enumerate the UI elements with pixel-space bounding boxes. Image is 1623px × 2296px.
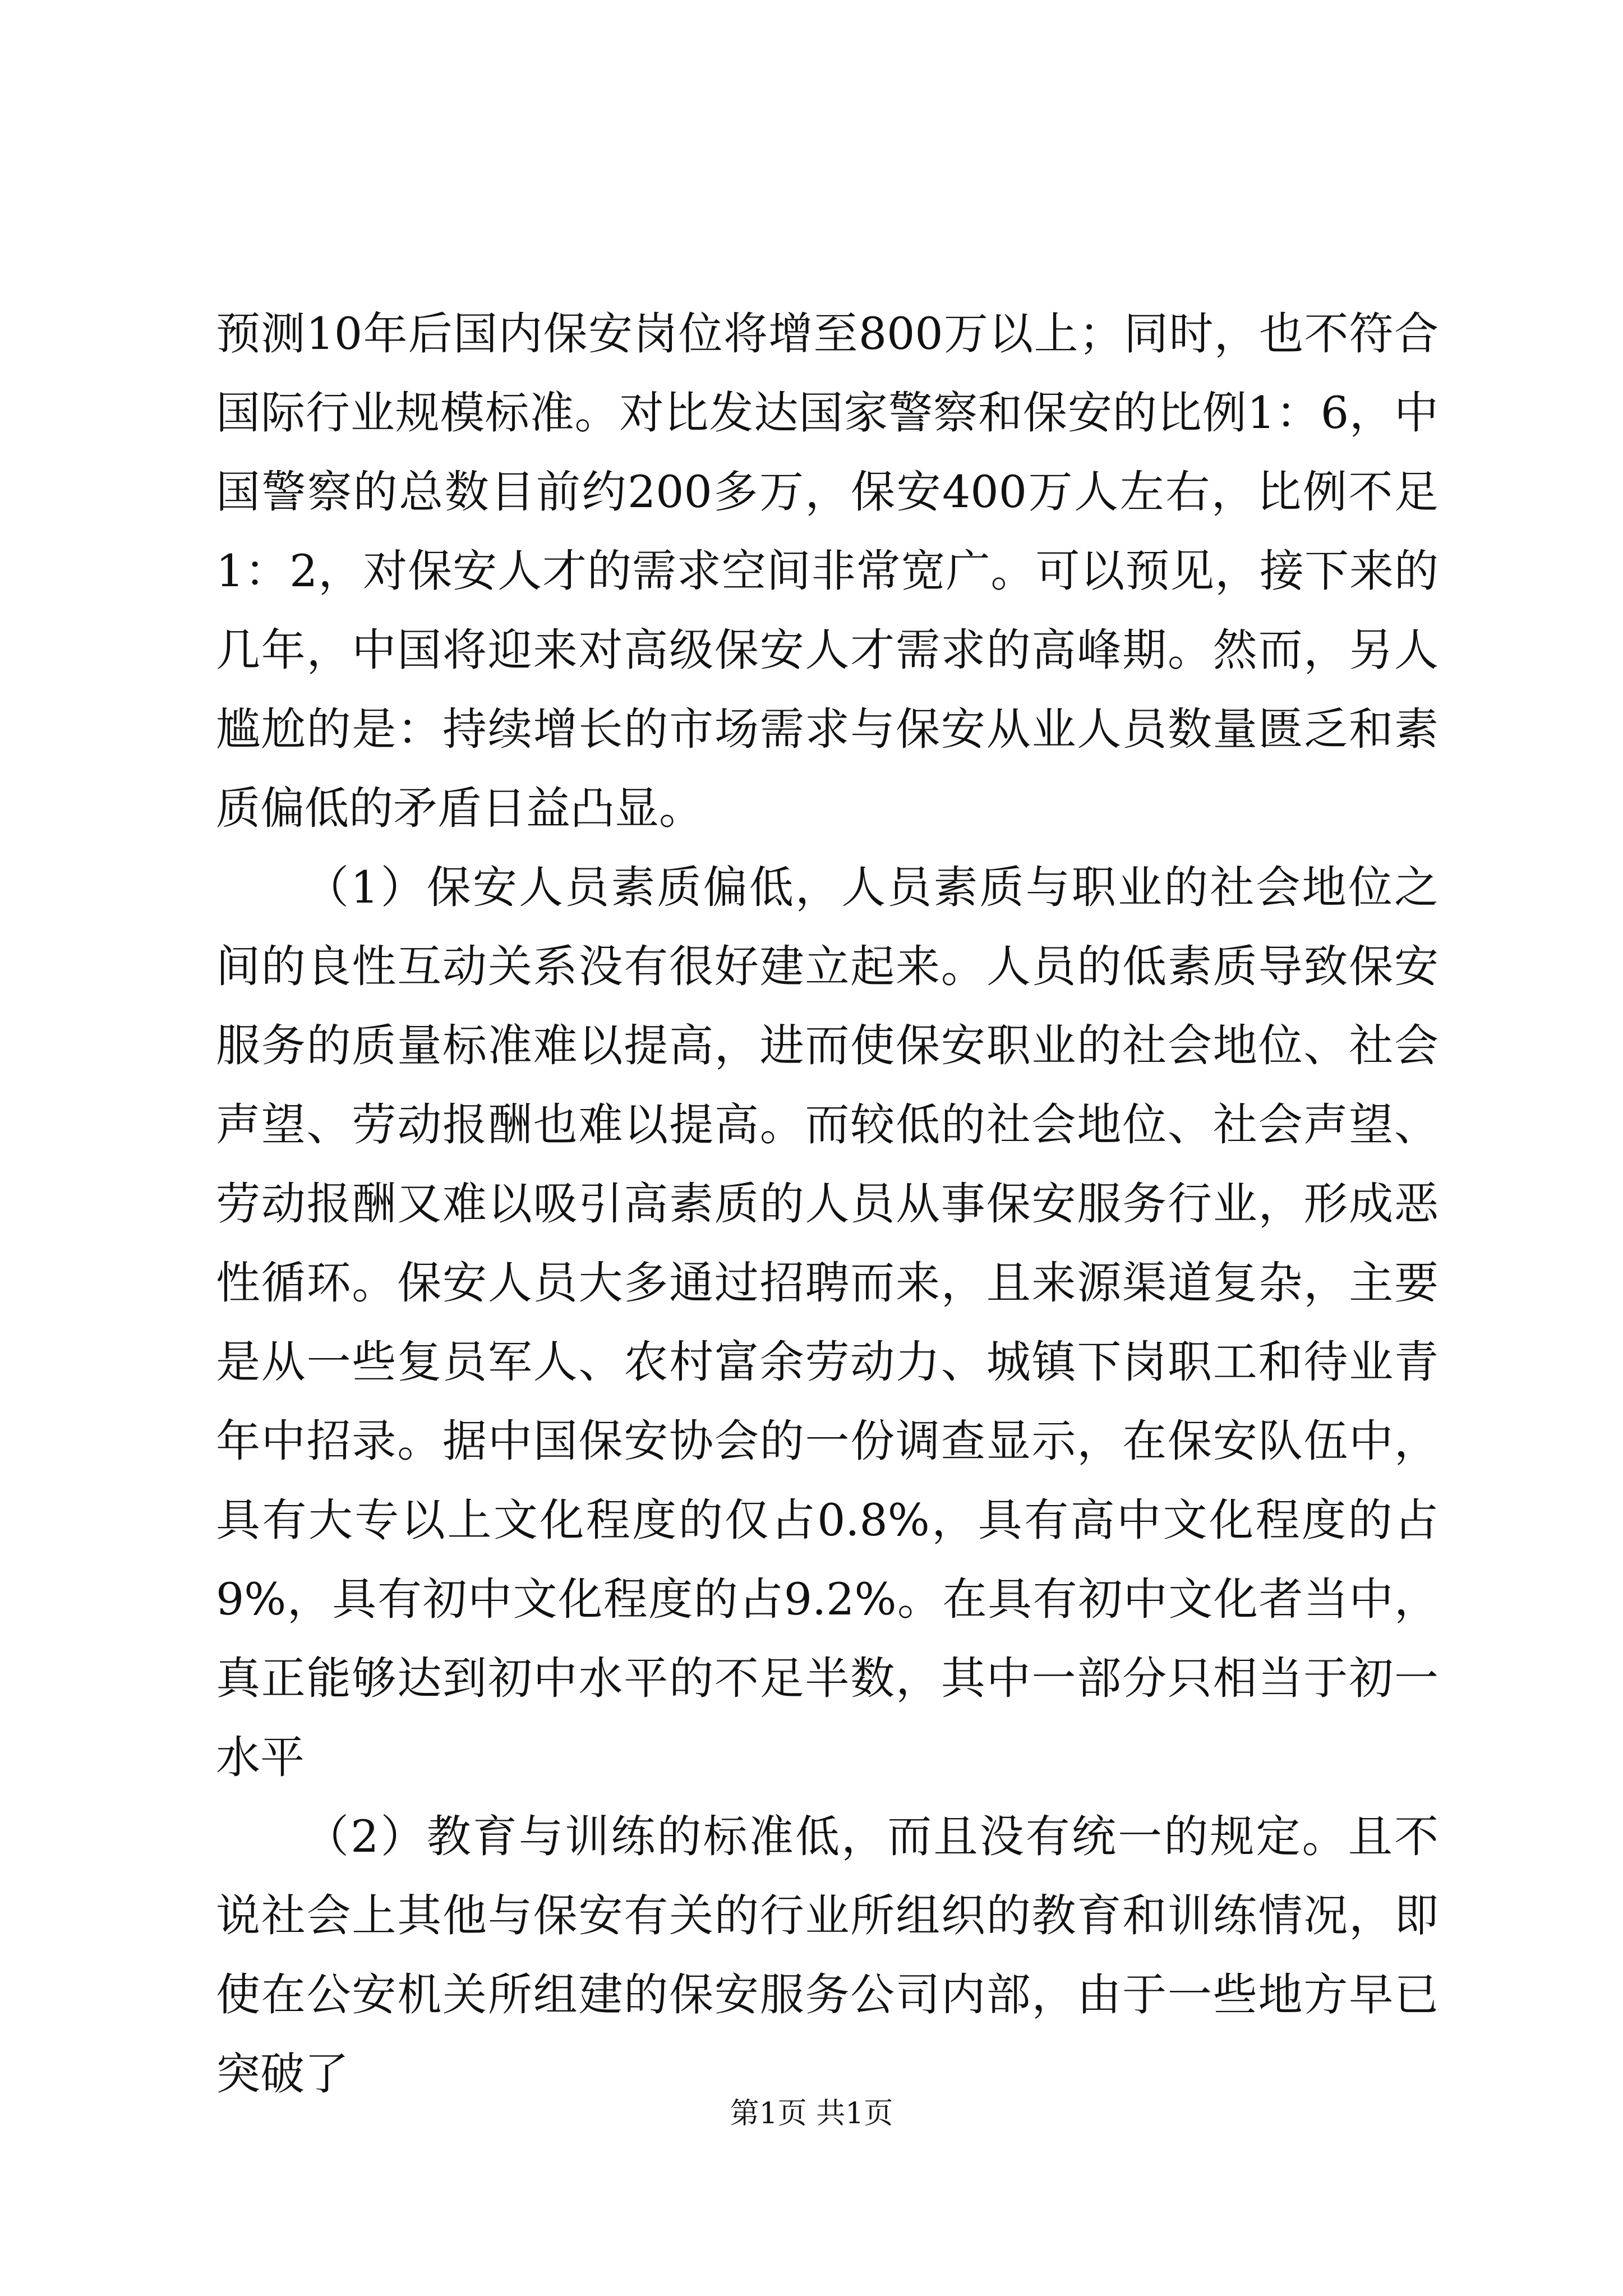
page-number-label: 第1页 共1页	[730, 2097, 893, 2131]
paragraph-continuation: 预测10年后国内保安岗位将增至800万以上；同时，也不符合国际行业规模标准。对比发达国家警察和保安的比例1：6，中国警察的总数目前约200多万，保安400万人左右，比例不足1：2，对保安人才的需求空间非常宽广。可以预见，接下来的几年，中国将迎来对高级保安人才需求的高峰期。然而，另人尴尬的是：持续增长的市场需求与保安从业人员数量匮乏和素质偏低的矛盾日益凸显。	[216, 308, 1438, 834]
paragraph-item-1: （1）保安人员素质偏低，人员素质与职业的社会地位之间的良性互动关系没有很好建立起来。人员的低素质导致保安服务的质量标准难以提高，进而使保安职业的社会地位、社会声望、劳动报酬也难以提高。而较低的社会地位、社会声望、劳动报酬又难以吸引高素质的人员从事保安服务行业，形成恶性循环。保安人员大多通过招聘而来，且来源渠道复杂，主要是从一些复员军人、农村富余劳动力、城镇下岗职工和待业青年中招录。据中国保安协会的一份调查显示，在保安队伍中，具有大专以上文化程度的仅占0.8%，具有高中文化程度的占9%，具有初中文化程度的占9.2%。在具有初中文化者当中，真正能够达到初中水平的不足半数，其中一部分只相当于初一水平	[216, 862, 1438, 1783]
paragraph-item-2: （2）教育与训练的标准低，而且没有统一的规定。且不说社会上其他与保安有关的行业所组织的教育和训练情况，即使在公安机关所组建的保安服务公司内部，由于一些地方早已突破了	[216, 1811, 1438, 2100]
page-footer	[0, 2090, 1623, 2132]
document-body	[216, 295, 1438, 2114]
